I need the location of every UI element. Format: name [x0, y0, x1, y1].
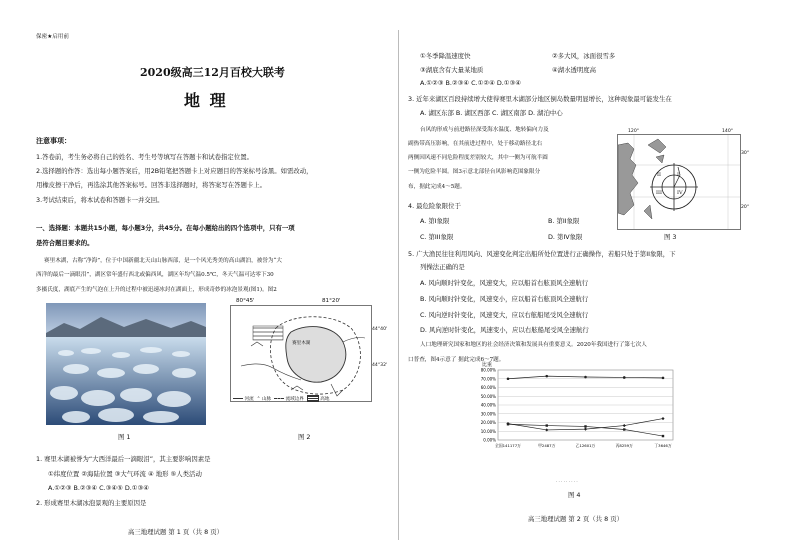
- x-tick-label: 全国141177万: [495, 443, 521, 448]
- passage-line: 台风的形成与前进路径深受海水温度、地转偏向力及: [420, 127, 549, 133]
- ice-bubbles-photo: [46, 303, 206, 425]
- lake-map: [230, 305, 372, 402]
- passage-line: 西洋的最后一滴眼泪”，湖区常年盛行西北或偏西风，湖区年均气温0.5℃，冬天气温可达零下30: [36, 272, 274, 278]
- note-item: 3.考试结束后，将本试卷和答题卡一并交回。: [36, 196, 164, 204]
- q2-option: ②多大风，冰面很雪多: [552, 52, 616, 60]
- fig3-latitude: 30°: [741, 151, 750, 156]
- fig3-longitude: 120°: [628, 129, 640, 134]
- note-item: 2.选择题的作答：选出每小题答案后，用2B铅笔把答题卡上对应题目的答案标号涂黑。如需改动，: [36, 167, 313, 175]
- data-point: [584, 428, 587, 431]
- q2-choices: A.①②③ B.②③④ C.①②④ D.①③④: [420, 79, 521, 87]
- y-tick-label: 10.00%: [480, 428, 496, 434]
- data-point: [584, 376, 587, 379]
- passage-line: 赛里木湖，古称“净海”，位于中国新疆北天山山脉西部，是一个风光秀美的高山湖泊，被誉为“大: [44, 258, 282, 264]
- question-1-stem: 1. 赛里木湖被誉为“大西洋最后一滴眼泪”，其主要影响因素是: [36, 455, 211, 463]
- data-point: [546, 424, 548, 426]
- figure4-caption: 图 4: [568, 491, 581, 499]
- question-3-stem: 3. 近年来湖区百段持续增大使得赛里木湖部分地区倒岛数量明显增长，这种现象最可能发生在: [408, 95, 672, 103]
- question-4-option-c: C. 第III象限: [420, 233, 454, 241]
- x-tick-label: 乙12601万: [575, 443, 596, 448]
- y-tick-label: 40.00%: [480, 402, 496, 408]
- data-point: [507, 377, 510, 380]
- question-4-option-d: D. 第IV象限: [548, 233, 583, 241]
- quadrant-label: IV: [677, 190, 683, 196]
- map-latitude-label: 44°40': [372, 327, 388, 332]
- data-point: [662, 377, 665, 380]
- note-item: 1.答卷前，考生务必将自己的姓名、考生号等填写在答题卡和试卷指定位置。: [36, 153, 253, 161]
- question-1-choices: A.①②③ B.②③④ C.③④⑤ D.①③④: [48, 484, 149, 492]
- legend-highland: 高地: [320, 397, 330, 402]
- map-legend: [233, 395, 330, 403]
- question-5-option: D. 风向逆时针变化，风速变小，应以右舷船尾受风全速航行: [420, 326, 589, 334]
- boundary-legend-icon: [274, 398, 284, 399]
- question-1-options: ①纬度位置 ②海陆位置 ③大气环流 ④ 地形 ⑤人类活动: [48, 470, 202, 478]
- page-divider: [398, 30, 399, 540]
- question-4-option-a: A. 第I象限: [420, 217, 450, 225]
- quadrant-label: III: [656, 190, 662, 196]
- fig3-latitude: 20°: [741, 205, 750, 210]
- subject-title: 地 理: [184, 91, 228, 110]
- population-chart: [468, 358, 678, 478]
- y-axis-label: 比重: [482, 362, 493, 368]
- question-5-stem: 5. 广大渔民往往利用风向、风速变化判定出船所处位置进行正确操作，若船只处于第II象限，下: [408, 250, 676, 258]
- y-tick-label: 30.00%: [480, 411, 496, 417]
- q2-option: ④湖水透明度高: [552, 66, 597, 74]
- data-point: [661, 417, 664, 420]
- typhoon-map: [617, 134, 741, 230]
- passage-line: 人口地理研究国家和地区的社会经济决策和发展具有重要意义。2020年我国进行了第七次人: [420, 342, 647, 348]
- notes-heading: 注意事项：: [36, 137, 71, 145]
- passage-line: 多摄氏度，湖底产生的气泡在上升的过程中被迅速冰封在湖面上，形成奇妙的冰泡景观(图1)。图2: [36, 287, 277, 293]
- page-footer-right: 高三地理试题 第 2 页（共 8 页）: [528, 515, 623, 523]
- question-4-option-b: B. 第II象限: [548, 217, 580, 225]
- passage-line: 一侧为危险半圆。图3示意北部径台风影响范围象限分: [408, 169, 541, 175]
- x-tick-label: 丁3646万: [654, 443, 672, 448]
- data-point: [623, 376, 626, 379]
- fig3-longitude: 140°: [722, 129, 734, 134]
- data-point: [662, 435, 664, 437]
- passage-line: 布，据此完成4～5题。: [408, 184, 466, 190]
- exam-title: 2020级高三12月百校大联考: [140, 66, 285, 79]
- passage-line: 两侧因风速不同危险程度差别较大，其中一侧为可航半圆: [408, 155, 548, 161]
- mountain-legend-icon: ⌃: [256, 397, 261, 402]
- data-point: [623, 424, 626, 427]
- note-item: 用橡皮擦干净后，再选涂其他答案标号。回答非选择题时，将答案写在答题卡上。: [36, 181, 267, 189]
- legend-boundary: 流域边界: [285, 397, 304, 402]
- quadrant-label: I: [677, 172, 679, 178]
- q2-option: ③湖底含有大量某地质: [420, 66, 484, 74]
- question-5-option: A. 风向顺时针变化，风速变大，应以船首右舷顶风全速航行: [420, 279, 589, 287]
- y-tick-label: 50.00%: [480, 393, 496, 399]
- figure2-caption: 图 2: [298, 433, 311, 441]
- section-heading-cont: 是符合题目要求的。: [36, 239, 94, 247]
- quadrant-label: II: [657, 172, 661, 178]
- highland-legend-icon: [307, 395, 319, 402]
- legend-river: 河流: [244, 397, 254, 402]
- question-5-stem-cont: 列操法正确的是: [420, 263, 465, 271]
- x-tick-label: 甲2487万: [538, 443, 556, 448]
- x-tick-label: 丙8259万: [615, 443, 633, 448]
- data-point: [584, 425, 586, 427]
- map-longitude-label: 81°20': [322, 298, 341, 304]
- data-point: [545, 375, 548, 378]
- data-point: [623, 428, 625, 430]
- map-latitude-label: 44°32': [372, 363, 388, 368]
- question-5-option: B. 风向顺时针变化，风速变小，应以船首右舷顶风全速航行: [420, 295, 589, 303]
- question-3-choices: A. 湖区东部 B. 湖区西部 C. 湖区南部 D. 湖泊中心: [420, 109, 563, 117]
- data-point: [507, 423, 509, 425]
- legend-mountain: 山脉: [261, 397, 272, 402]
- figure3-caption: 图 3: [664, 233, 677, 241]
- lake-name: 赛里木湖: [292, 341, 311, 346]
- q2-option: ①冬季降温速度快: [420, 52, 471, 60]
- question-2-stem: 2. 形成赛里木湖冰泡景观的主要原因是: [36, 499, 147, 507]
- y-tick-label: 60.00%: [480, 385, 496, 390]
- passage-line: 口普查，图4示意了 据此完成6～7题。: [408, 357, 505, 363]
- question-4-stem: 4. 最危险象限位于: [408, 202, 461, 210]
- map-longitude-label: 80°45': [236, 298, 255, 304]
- chart-legend: · · · · · · · · ·: [556, 479, 578, 484]
- passage-line: 副热带高压影响，在其前进过程中，处于移动路径北右: [408, 141, 543, 147]
- section-heading: 一、选择题：本题共15小题，每小题3分，共45分。在每小题给出的四个选项中，只有一项: [36, 224, 295, 232]
- confidential-label: 保密★启用前: [36, 34, 69, 40]
- question-5-option: C. 风向逆时针变化，风速变大，应以右舷船尾受风全速航行: [420, 311, 589, 319]
- y-tick-label: 20.00%: [480, 420, 496, 425]
- page-footer-left: 高三地理试题 第 1 页（共 8 页）: [128, 528, 223, 536]
- y-tick-label: 0.00%: [483, 437, 496, 443]
- figure1-caption: 图 1: [118, 433, 131, 441]
- population-chart-svg: [468, 358, 678, 478]
- y-tick-label: 70.00%: [480, 376, 496, 382]
- y-tick-label: 80.00%: [480, 367, 496, 373]
- river-legend-icon: [233, 398, 243, 399]
